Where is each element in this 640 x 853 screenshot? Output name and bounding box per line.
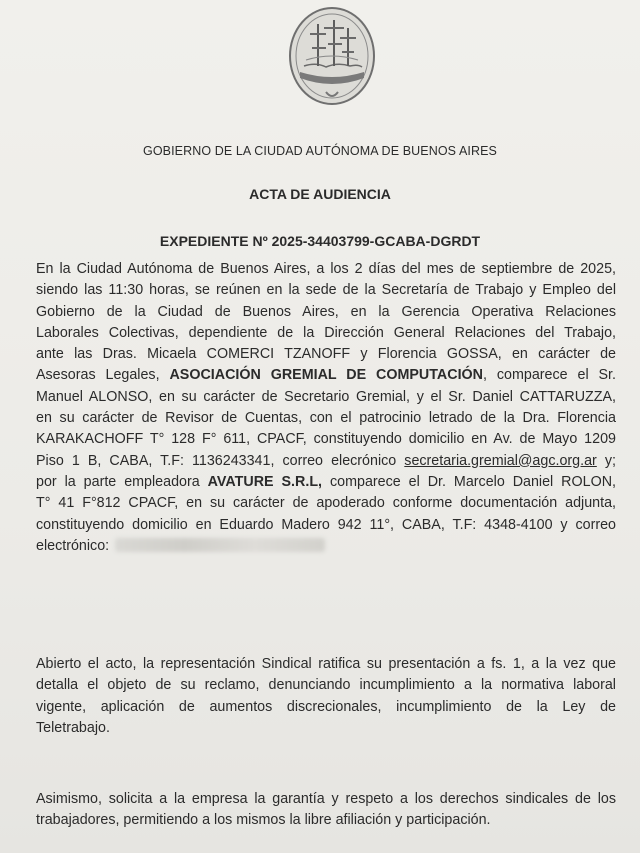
text-segment: Piso 1 B, CABA, T.F: 1136243341, correo elecrónico <box>36 452 397 469</box>
text-segment: electrónico: <box>36 537 110 554</box>
text-line <box>36 536 616 557</box>
government-heading: GOBIERNO DE LA CIUDAD AUTÓNOMA DE BUENOS AIRES <box>143 144 497 158</box>
text-line: Gobierno de la Ciudad de Buenos Aires, en la Gerencia Operativa Relaciones <box>36 303 616 320</box>
text-line: Abierto el acto, la representación Sindical ratifica su presentación a fs. 1, a la vez que <box>36 656 616 672</box>
coat-of-arms-seal-icon <box>286 4 378 114</box>
paragraph-claim <box>36 654 616 739</box>
text-line: KARAKACHOFF T° 128 F° 611, CPACF, constituyendo domicilio en Av. de Mayo 1209 <box>36 431 616 448</box>
text-line: detalla el objeto de su reclamo, denunciando incumplimiento a la normativa laboral <box>36 677 616 694</box>
paragraph-parties <box>36 259 616 557</box>
union-email-link[interactable]: secretaria.gremial@agc.org.ar <box>404 452 597 469</box>
text-line: T° 41 F°812 CPACF, en su carácter de apoderado conforme documentación adjunta, <box>36 495 616 512</box>
text-line: constituyendo domicilio en Eduardo Madero 942 11°, CABA, T.F: 4348-4100 y correo <box>36 516 616 533</box>
text-line <box>36 472 616 493</box>
text-segment: Asesoras Legales, <box>36 367 160 384</box>
text-line: trabajadores, permitiendo a los mismos la libre afiliación y participación. <box>36 812 491 829</box>
text-segment: por la parte empleadora <box>36 473 200 490</box>
text-line: Teletrabajo. <box>36 719 110 736</box>
text-line: en su carácter de Revisor de Cuentas, con el patrocinio letrado de la Dra. Florencia <box>36 410 616 427</box>
text-line <box>36 365 616 386</box>
redacted-email <box>115 538 325 552</box>
text-line: vigente, aplicación de aumentos discrecionales, incumplimiento de la Ley de <box>36 698 616 715</box>
text-line: siendo las 11:30 horas, se reúnen en la sede de la Secretaría de Trabajo y Empleo del <box>36 282 616 299</box>
company-name: AVATURE S.R.L, <box>207 473 323 490</box>
text-line: Laborales Colectivas, dependiente de la Dirección General Relaciones del Trabajo, <box>36 324 616 341</box>
text-line: Asimismo, solicita a la empresa la garantía y respeto a los derechos sindicales de los <box>36 791 616 807</box>
expediente-number: EXPEDIENTE Nº 2025-34403799-GCABA-DGRDT <box>159 233 481 249</box>
text-segment: , comparece el Sr. <box>483 367 616 384</box>
text-line: ante las Dras. Micaela COMERCI TZANOFF y Florencia GOSSA, en carácter de <box>36 346 616 363</box>
text-line: En la Ciudad Autónoma de Buenos Aires, a los 2 días del mes de septiembre de 2025, <box>36 261 616 277</box>
union-name: ASOCIACIÓN GREMIAL DE COMPUTACIÓN <box>169 367 483 384</box>
document-title: ACTA DE AUDIENCIA <box>249 186 391 202</box>
text-line <box>36 451 616 472</box>
text-segment: y; <box>596 452 616 469</box>
text-line: Manuel ALONSO, en su carácter de Secretario Gremial, y el Sr. Daniel CATTARUZZA, <box>36 388 616 405</box>
text-segment: comparece el Dr. Marcelo Daniel ROLON, <box>329 473 616 490</box>
paragraph-request <box>36 789 616 832</box>
